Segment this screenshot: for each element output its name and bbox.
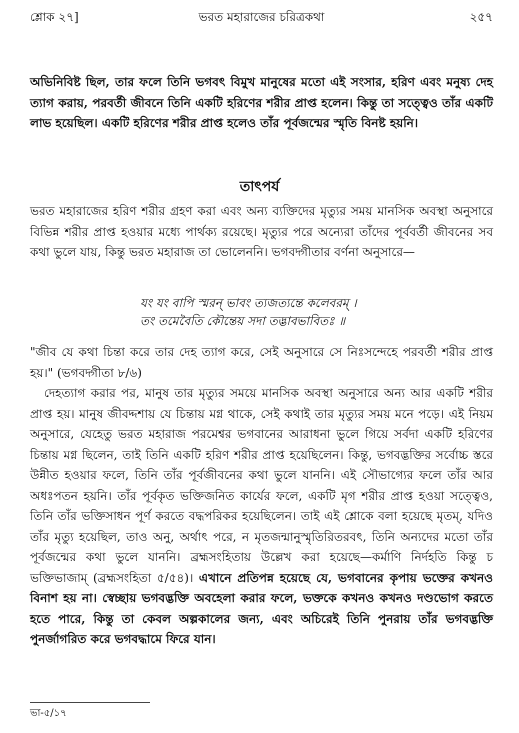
verse-reference: শ্লোক ২৭] [30, 10, 79, 24]
verse-line-2: তং তমেবৈতি কৌন্তেয় সদা তদ্ভাবভাবিতঃ ॥ [140, 314, 346, 328]
signature-mark: ভা-৫/১৭ [30, 708, 67, 719]
purport-intro: ভরত মহারাজের হরিণ শরীর গ্রহণ করা এবং অন্য ব্যক্তিদের মৃত্যুর সময় মানসিক অবস্থা অনুসারে বিভিন্ন শরীর প্রাপ্ত হওয়ার মধ্যে পার্থক্য রয়েছে। মৃত্যুর পরে অন্যেরা তাঁদের পূর্ববর্তী জীবনের সব কথা ভুলে যায়, কিন্তু ভরত মহারাজ তা ভোলেননি। ভগবদ্গীতার বর্ণনা অনুসারে— [30, 204, 493, 259]
purport-body-text: দেহত্যাগ করার পর, মানুষ তার মৃত্যুর সময়ে মানসিক অবস্থা অনুসারে অন্য আর একটি শরীর প্রাপ্ত হয়। মানুষ জীবদ্দশায় যে চিন্তায় মগ্ন থাকে, সেই কথাই তার মৃত্যুর সময় মনে পড়ে। এই নিয়ম অনুসারে, যেহেতু ভরত মহারাজ পরমেশ্বর ভগবানের আরাধনা ভুলে গিয়ে সর্বদা একটি হরিণের চিন্তায় মগ্ন ছিলেন, তাই তিনি একটি হরিণ শরীর প্রাপ্ত হয়েছিলেন। কিন্তু, ভগবদ্ভক্তির সর্বোচ্চ স্তরে উন্নীত হওয়ার ফলে, তিনি তাঁর পূর্বজীবনের কথা ভুলে যাননি। এই সৌভাগ্যের ফলে তাঁর আর অধঃপতন হয়নি। তাঁর পূর্বকৃত ভক্তিজনিত কার্যের ফলে, একটি মৃগ শরীর প্রাপ্ত হওয়া সত্ত্বেও, তিনি তাঁর ভক্তিসাধন পূর্ণ করতে বদ্ধপরিকর হয়েছিলেন। তাই এই শ্লোকে বলা হয়েছে মৃতম্, যদিও তাঁর মৃত্যু হয়েছিল, তাও অনু, অর্থাৎ পরে, ন মৃতজন্মানুস্মৃতিরিতরবৎ, তিনি অন্যদের মতো তাঁর পূর্বজন্মের কথা ভুলে যাননি। ব্রহ্মসংহিতায় উল্লেখ করা হয়েছে—কর্মাণি নির্দহতি কিন্তু চ ভক্তিভাজাম্ (ব্রহ্মসংহিতা ৫/৫৪)। [30, 386, 493, 585]
chapter-title: ভরত মহারাজের চরিত্রকথা [198, 10, 325, 24]
footer-divider [30, 702, 150, 703]
page-header [30, 10, 493, 28]
sanskrit-verse [140, 294, 489, 330]
purport-body-bold-text: এখানে প্রতিপন্ন হয়েছে যে, ভগবানের কৃপায় ভক্তের কখনও বিনাশ হয় না। স্বেচ্ছায় ভগবদ্ভক্তি অবহেলা করার ফলে, ভক্তকে কখনও কখনও দণ্ডভোগ করতে হতে পারে, কিন্তু তা কেবল অল্পকালের জন্য, এবং অচিরেই তিনি পুনরায় তাঁর ভগবদ্ভক্তি পুনর্জাগরিত করে ভগবদ্ধামে ফিরে যান। [30, 570, 493, 646]
gita-quote: "জীব যে কথা চিন্তা করে তার দেহ ত্যাগ করে, সেই অনুসারে সে নিঃসন্দেহে পরবর্তী শরীর প্রাপ্ত হয়।" (ভগবদ্গীতা ৮/৬) [30, 345, 493, 380]
purport-body [30, 383, 493, 650]
page-number: ২৫৭ [469, 10, 493, 24]
translation-text: অভিনিবিষ্ট ছিল, তার ফলে তিনি ভগবৎ বিমুখ মানুষের মতো এই সংসার, হরিণ এবং মনুষ্য দেহ ত্যাগ করায়, পরবর্তী জীবনে তিনি একটি হরিণের শরীর প্রাপ্ত হলেন। কিন্তু তা সত্ত্বেও তাঁর একটি লাভ হয়েছিল। একটি হরিণের শরীর প্রাপ্ত হলেও তাঁর পূর্বজন্মের স্মৃতি বিনষ্ট হয়নি। [30, 75, 493, 130]
verse-line-1: যং যং বাপি স্মরন্ ভাবং ত্যজত্যন্তে কলেবরম্ । [140, 296, 357, 310]
purport-heading: তাৎপর্য [239, 179, 280, 195]
